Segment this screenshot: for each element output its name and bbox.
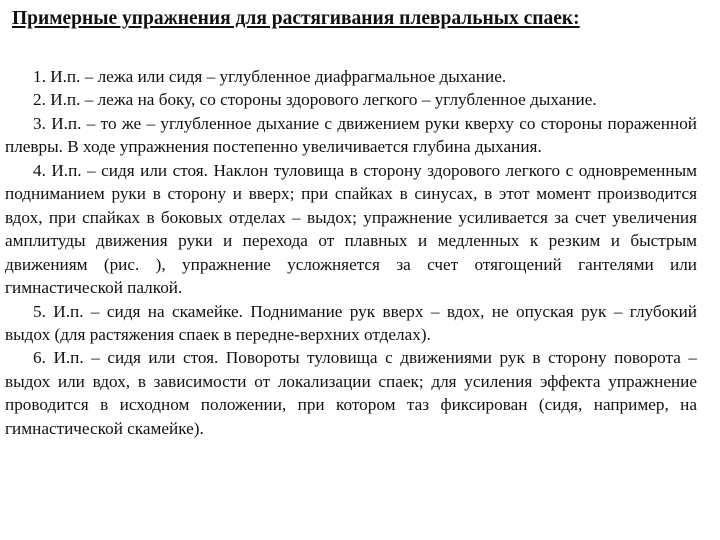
exercise-list [5, 65, 697, 440]
exercise-item-5: 5. И.п. – сидя на скамейке. Поднимание рук вверх – вдох, не опуская рук – глубокий выдох (для растяжения спаек в передне-верхних отделах). [5, 301, 697, 344]
exercise-item-6: 6. И.п. – сидя или стоя. Повороты туловища с движениями рук в сторону поворота – выдох или вдох, в зависимости от локализации спаек; для усиления эффекта упражнение проводится в исходном положении, при котором таз фиксирован (сидя, например, на гимнастической скамейке). [5, 348, 697, 438]
exercise-item-3: 3. И.п. – то же – углубленное дыхание с движением руки кверху со стороны пораженной плевры. В ходе упражнения постепенно увеличивается глубина дыхания. [5, 113, 697, 157]
exercise-item-4: 4. И.п. – сидя или стоя. Наклон туловища в сторону здорового легкого с одновременным подниманием руки в сторону и вверх; при спайках в синусах, в этот момент производится вдох, при спайках в боковых отделах – выдох; упражнение усиливается за счет увеличения амплитуды движения руки и перехода от плавных и медленных к резким и быстрым движениям (рис. ), упражнение усложняется за счет отягощений гантелями или гимнастической палкой. [5, 160, 697, 298]
page-title: Примерные упражнения для растягивания плевральных спаек: [12, 8, 580, 29]
exercise-item-2: 2. И.п. – лежа на боку, со стороны здорового легкого – углубленное дыхание. [33, 90, 597, 110]
exercise-item-1: 1. И.п. – лежа или сидя – углубленное диафрагмальное дыхание. [33, 67, 507, 86]
